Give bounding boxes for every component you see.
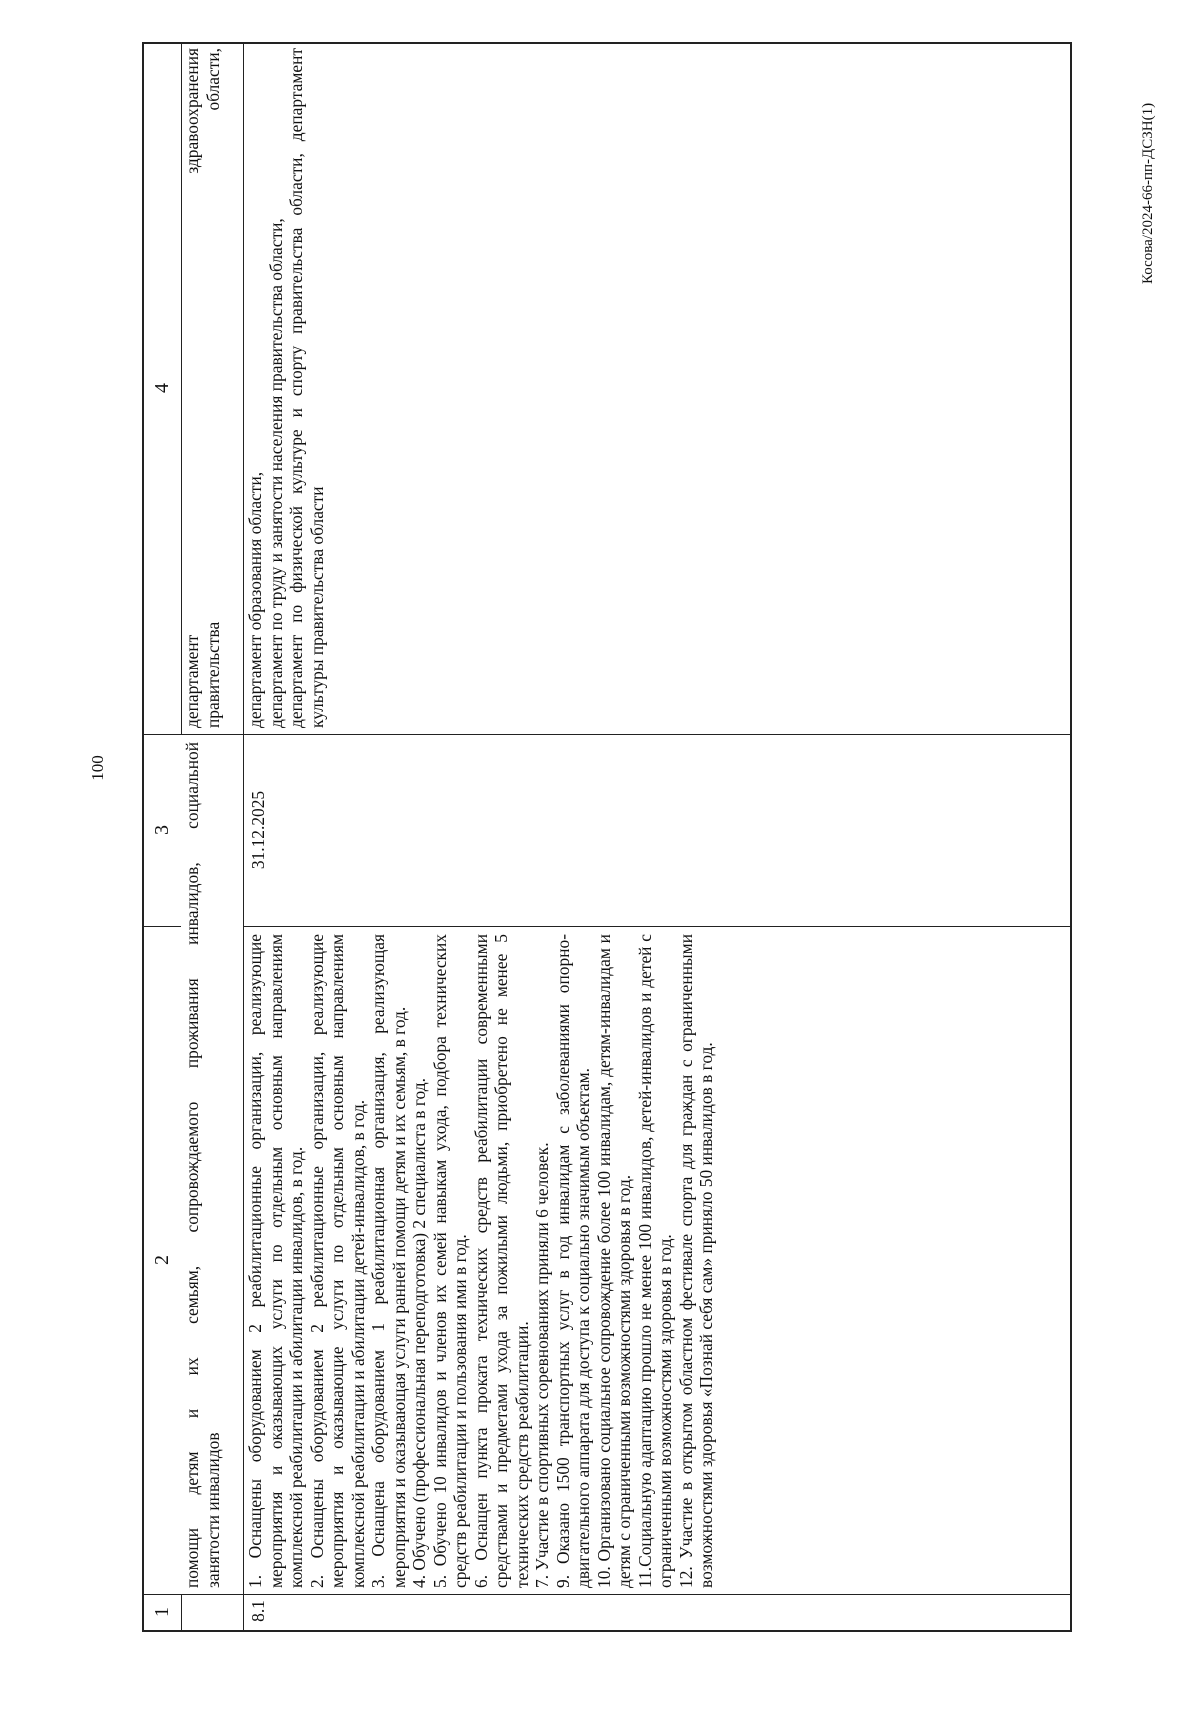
- document-code: Косова/2024-66-пп-ДСЗН(1): [1140, 102, 1156, 284]
- list-item: 7. Участие в спортивных соревнованиях приняли 6 человек.: [532, 1142, 552, 1588]
- list-item: 1. Оснащены оборудованием 2 реабилитационные организации, реализующие мероприятия и оказывающих услуги по отдельным основным направлениям комплексной реабилитации и абилитации инвалидов, в год.: [245, 934, 306, 1588]
- list-item: 4. Обучено (профессиональная переподготовка) 2 специалиста в год.: [409, 1078, 429, 1588]
- header-col-3: 3: [151, 825, 173, 835]
- group-row-responsible: департамент здравоохранения правительства области,: [182, 48, 223, 728]
- list-item: 6. Оснащен пункта проката технических средств реабилитации современными средствами и предметами ухода за пожилыми людьми, приобретено не менее 5 технических средств реабилитации.: [470, 934, 532, 1588]
- page-number: 100: [88, 755, 107, 781]
- list-item: 10. Организовано социальное сопровождение более 100 инвалидам, детям-инвалидам и детям с ограниченными возможностями здоровья в год.: [593, 934, 634, 1588]
- list-item: 2. Оснащены оборудованием 2 реабилитационные организации, реализующие мероприятия и оказывающие услуги по отдельным основным направлениям комплексной реабилитации и абилитации детей-инвалидов, в год.: [306, 934, 368, 1588]
- list-item: 11.Социальную адаптацию прошло не менее 100 инвалидов, детей-инвалидов и детей с ограниченными возможностями здоровья в год.: [634, 934, 675, 1588]
- list-item: 12. Участие в открытом областном фестивале спорта для граждан с ограниченными возможностями здоровья «Познай себя сам» приняло 50 инвалидов в год.: [675, 934, 716, 1588]
- group-row-text: помощи детям и их семьям, сопровождаемого проживания инвалидов, социальной занятости инвалидов: [182, 742, 223, 1588]
- row-responsible: департамент образования области, департамент по труду и занятости населения правительства области, департамент по физической культуре и спорту правительства области, департамент культуры правительства области: [245, 48, 327, 728]
- row-results: [245, 934, 717, 1588]
- row-number: 8.1: [248, 1600, 268, 1622]
- list-item: 5. Обучено 10 инвалидов и членов их семей навыкам ухода, подбора технических средств реабилитации и пользования ими в год.: [429, 934, 470, 1588]
- header-col-1: 1: [151, 1607, 173, 1617]
- list-item: 3. Оснащена оборудованием 1 реабилитационная организация, реализующая мероприятия и оказывающая услуги ранней помощи детям и их семьям, в год.: [368, 934, 409, 1588]
- row-deadline: 31.12.2025: [248, 790, 268, 870]
- measures-table: [142, 42, 1072, 1632]
- list-item: 9. Оказано 1500 транспортных услуг в год инвалидам с заболеваниями опорно-двигательного аппарата для доступа к социально значимым объектам.: [552, 934, 593, 1588]
- header-col-4: 4: [151, 383, 173, 393]
- header-col-2: 2: [151, 1255, 173, 1265]
- table-header-row: [144, 44, 182, 1630]
- table-group-row: [181, 44, 244, 1630]
